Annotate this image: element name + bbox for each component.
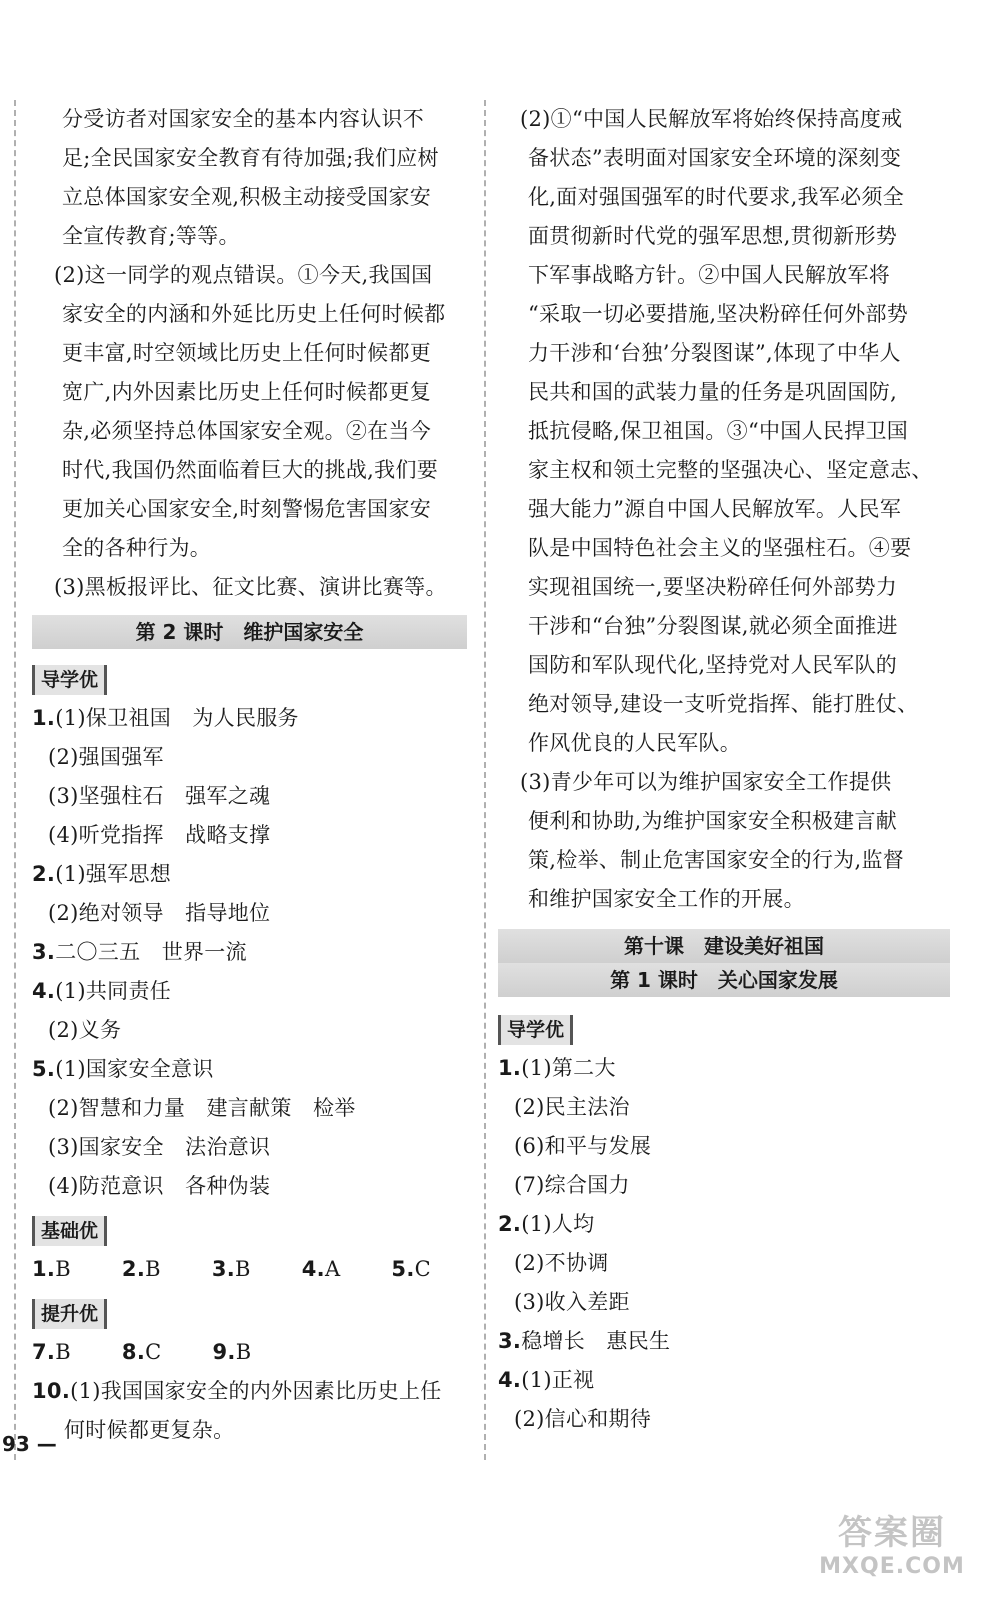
section-label-jichu: 基础优	[32, 1216, 107, 1246]
item-text: (1)保卫祖国 为人民服务	[55, 706, 299, 730]
text-line: 备状态”表明面对国家安全环境的深刻变	[528, 146, 902, 170]
text-line: 全的各种行为。	[62, 536, 212, 560]
answer-item: 5.C	[391, 1257, 431, 1281]
text-line: (3)青少年可以为维护国家安全工作提供	[520, 770, 892, 794]
text-line: (2)①“中国人民解放军将始终保持高度戒	[520, 107, 903, 131]
watermark-url: MXQE.COM	[819, 1554, 965, 1579]
item-number: 4.	[32, 979, 56, 1003]
item-text: (4)听党指挥 战略支撑	[48, 823, 271, 847]
text-line: 时代,我国仍然面临着巨大的挑战,我们要	[62, 458, 439, 482]
item-text: (2)强国强军	[48, 745, 164, 769]
item-number: 1.	[498, 1056, 522, 1080]
item-number: 2.	[498, 1212, 522, 1236]
item-text: (2)民主法治	[514, 1095, 630, 1119]
item-text: (1)我国国家安全的内外因素比历史上任	[70, 1379, 442, 1403]
list-item	[32, 1128, 467, 1167]
list-item	[498, 1205, 950, 1244]
text-line: (2)这一同学的观点错误。①今天,我国国	[54, 263, 433, 287]
text-line: 化,面对强国强军的时代要求,我军必须全	[528, 185, 905, 209]
item-text: (1)正视	[521, 1368, 595, 1392]
watermark-logo	[808, 1505, 976, 1579]
q10-line-1	[32, 1372, 467, 1411]
watermark-text: 答案圈	[838, 1513, 946, 1553]
text-line: 下军事战略方针。②中国人民解放军将	[528, 263, 891, 287]
left-paragraph-2	[32, 256, 467, 568]
answer-item: 7.B	[32, 1340, 71, 1364]
text-line: 干涉和“台独”分裂图谋,就必须全面推进	[528, 614, 898, 638]
text-line: 策,检举、制止危害国家安全的行为,监督	[528, 848, 905, 872]
list-item	[498, 1244, 950, 1283]
left-margin-divider	[14, 100, 16, 1460]
list-item	[32, 1050, 467, 1089]
list-item	[32, 777, 467, 816]
q10-line-2: 何时候都更复杂。	[64, 1418, 235, 1442]
item-number: 1.	[32, 706, 56, 730]
list-item	[32, 1089, 467, 1128]
item-text: (3)收入差距	[514, 1290, 630, 1314]
list-item	[498, 1127, 950, 1166]
item-text: (7)综合国力	[514, 1173, 630, 1197]
list-item	[498, 1049, 950, 1088]
answer-item: 3.B	[211, 1257, 251, 1281]
answer-item: 8.C	[121, 1340, 162, 1364]
list-item	[32, 816, 467, 855]
text-line: 家主权和领土完整的坚强决心、坚定意志、	[528, 458, 933, 482]
item-text: (1)人均	[521, 1212, 595, 1236]
list-item	[32, 1167, 467, 1206]
column-divider	[484, 100, 486, 1460]
item-number: 4.	[498, 1368, 522, 1392]
answer-item: 1.B	[32, 1257, 71, 1281]
text-line: 宽广,内外因素比历史上任何时候都更复	[62, 380, 432, 404]
text-line: 分受访者对国家安全的基本内容认识不	[62, 107, 425, 131]
item-text: (2)绝对领导 指导地位	[48, 901, 271, 925]
section-label-daoxue: 导学优	[32, 665, 107, 695]
answer-item: 4.A	[301, 1257, 341, 1281]
jichu-answers	[32, 1250, 467, 1289]
list-item	[32, 972, 467, 1011]
item-number: 2.	[32, 862, 56, 886]
item-text: (6)和平与发展	[514, 1134, 652, 1158]
list-item	[498, 1088, 950, 1127]
text-line: 力干涉和‘台独’分裂图谋”,体现了中华人	[528, 341, 901, 365]
lesson-title-banner: 第 1 课时 关心国家发展	[498, 963, 950, 997]
text-line: 队是中国特色社会主义的坚强柱石。④要	[528, 536, 912, 560]
text-line: 和维护国家安全工作的开展。	[528, 887, 805, 911]
text-line: 全宣传教育;等等。	[62, 224, 240, 248]
tisheng-answers	[32, 1333, 467, 1372]
item-text: (2)义务	[48, 1018, 122, 1042]
item-number: 3.	[32, 940, 56, 964]
text-line: 绝对领导,建设一支听党指挥、能打胜仗、	[528, 692, 919, 716]
text-line: 便利和协助,为维护国家安全积极建言献	[528, 809, 898, 833]
text-line: 作风优良的人民军队。	[528, 731, 741, 755]
right-daoxue-answer-list	[498, 1049, 950, 1439]
list-item	[32, 894, 467, 933]
left-paragraph-3: (3)黑板报评比、征文比赛、演讲比赛等。	[54, 575, 447, 599]
list-item	[32, 699, 467, 738]
text-line: 实现祖国统一,要坚决粉碎任何外部势力	[528, 575, 898, 599]
text-line: 家安全的内涵和外延比历史上任何时候都	[62, 302, 446, 326]
item-text: 二〇三五 世界一流	[55, 940, 247, 964]
item-text: (1)共同责任	[55, 979, 172, 1003]
text-line: 面贯彻新时代党的强军思想,贯彻新形势	[528, 224, 898, 248]
right-paragraph-1	[498, 100, 950, 763]
item-text: (1)强军思想	[55, 862, 172, 886]
item-number: 10.	[32, 1379, 71, 1403]
list-item	[32, 1011, 467, 1050]
item-number: 5.	[32, 1057, 56, 1081]
page-number: 93 —	[2, 1432, 57, 1456]
item-text: (4)防范意识 各种伪装	[48, 1174, 271, 1198]
text-line: 杂,必须坚持总体国家安全观。②在当今	[62, 419, 432, 443]
section-label-tisheng: 提升优	[32, 1299, 107, 1329]
item-text: 稳增长 惠民生	[521, 1329, 671, 1353]
item-text: (2)不协调	[514, 1251, 609, 1275]
daoxue-answer-list	[32, 699, 467, 1206]
list-item	[32, 855, 467, 894]
right-paragraph-2	[498, 763, 950, 919]
list-item	[498, 1283, 950, 1322]
text-line: 强大能力”源自中国人民解放军。人民军	[528, 497, 902, 521]
list-item	[32, 738, 467, 777]
left-paragraph-1	[32, 100, 467, 256]
answer-item: 9.B	[212, 1340, 252, 1364]
item-text: (2)智慧和力量 建言献策 检举	[48, 1096, 356, 1120]
answer-item: 2.B	[121, 1257, 161, 1281]
list-item	[498, 1322, 950, 1361]
text-line: 足;全民国家安全教育有待加强;我们应树	[62, 146, 439, 170]
chapter-title: 第十课 建设美好祖国	[498, 929, 950, 963]
item-number: 3.	[498, 1329, 522, 1353]
text-line: 国防和军队现代化,坚持党对人民军队的	[528, 653, 898, 677]
text-line: 更加关心国家安全,时刻警惕危害国家安	[62, 497, 432, 521]
left-column	[32, 100, 467, 1450]
list-item	[32, 933, 467, 972]
list-item	[498, 1400, 950, 1439]
text-line: 立总体国家安全观,积极主动接受国家安	[62, 185, 432, 209]
text-line: 抵抗侵略,保卫祖国。③“中国人民捍卫国	[528, 419, 909, 443]
item-text: (3)国家安全 法治意识	[48, 1135, 271, 1159]
list-item	[498, 1166, 950, 1205]
text-line: 民共和国的武装力量的任务是巩固国防,	[528, 380, 898, 404]
item-text: (1)国家安全意识	[55, 1057, 214, 1081]
list-item	[498, 1361, 950, 1400]
item-text: (3)坚强柱石 强军之魂	[48, 784, 271, 808]
section-label-daoxue: 导学优	[498, 1015, 573, 1045]
right-column	[498, 100, 950, 1439]
lesson-title-banner: 第 2 课时 维护国家安全	[32, 615, 467, 649]
item-text: (2)信心和期待	[514, 1407, 652, 1431]
item-text: (1)第二大	[521, 1056, 616, 1080]
text-line: “采取一切必要措施,坚决粉碎任何外部势	[528, 302, 909, 326]
text-line: 更丰富,时空领域比历史上任何时候都更	[62, 341, 432, 365]
chapter-banner	[498, 929, 950, 997]
